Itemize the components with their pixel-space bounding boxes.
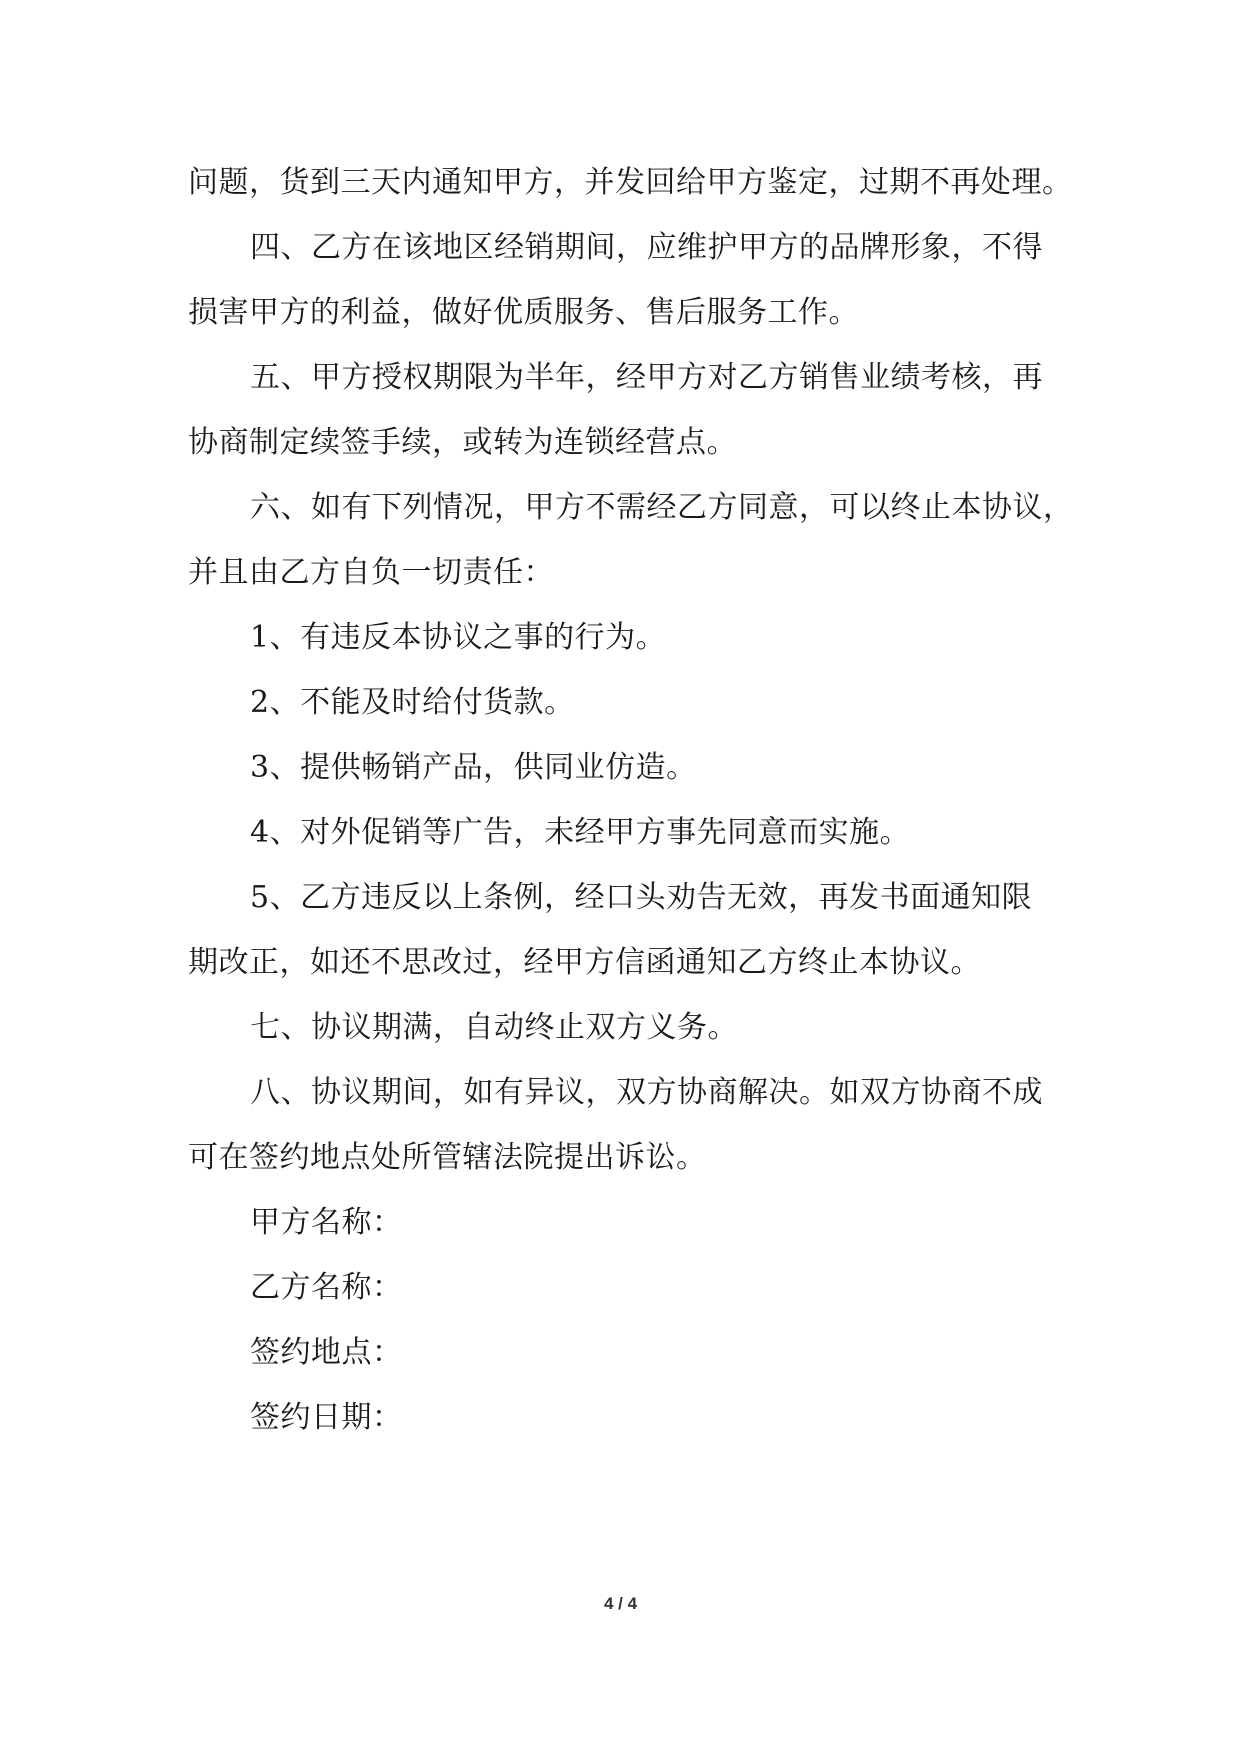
list-item-line: 5、乙方违反以上条例，经口头劝告无效，再发书面通知限 bbox=[250, 880, 1033, 915]
list-item-line: 2、不能及时给付货款。 bbox=[250, 685, 575, 720]
list-item-line: 4、对外促销等广告，未经甲方事先同意而实施。 bbox=[250, 815, 911, 850]
list-item-line: 1、有违反本协议之事的行为。 bbox=[250, 620, 667, 655]
signature-field-date: 签约日期： bbox=[250, 1400, 403, 1435]
list-item-line: 3、提供畅销产品，供同业仿造。 bbox=[250, 750, 697, 785]
signature-field-location: 签约地点： bbox=[250, 1335, 403, 1370]
paragraph-line: 协商制定续签手续，或转为连锁经营点。 bbox=[188, 425, 737, 460]
signature-field-party-a: 甲方名称： bbox=[250, 1205, 403, 1240]
paragraph-line: 可在签约地点处所管辖法院提出诉讼。 bbox=[188, 1140, 707, 1175]
paragraph-line: 六、如有下列情况，甲方不需经乙方同意，可以终止本协议， bbox=[250, 490, 1074, 525]
paragraph-line: 并且由乙方自负一切责任： bbox=[188, 555, 554, 590]
paragraph-line: 期改正，如还不思改过，经甲方信函通知乙方终止本协议。 bbox=[188, 945, 981, 980]
signature-field-party-b: 乙方名称： bbox=[250, 1270, 403, 1305]
document-body bbox=[188, 150, 1074, 1450]
paragraph-line: 损害甲方的利益，做好优质服务、售后服务工作。 bbox=[188, 295, 859, 330]
paragraph-line: 七、协议期满，自动终止双方义务。 bbox=[250, 1010, 738, 1045]
paragraph-line: 八、协议期间，如有异议，双方协商解决。如双方协商不成 bbox=[250, 1075, 1043, 1110]
page-number: 4 / 4 bbox=[603, 1594, 638, 1613]
paragraph-line: 五、甲方授权期限为半年，经甲方对乙方销售业绩考核，再 bbox=[250, 360, 1043, 395]
paragraph-line: 四、乙方在该地区经销期间，应维护甲方的品牌形象，不得 bbox=[250, 230, 1043, 265]
paragraph-line: 问题，货到三天内通知甲方，并发回给甲方鉴定，过期不再处理。 bbox=[188, 165, 1073, 200]
